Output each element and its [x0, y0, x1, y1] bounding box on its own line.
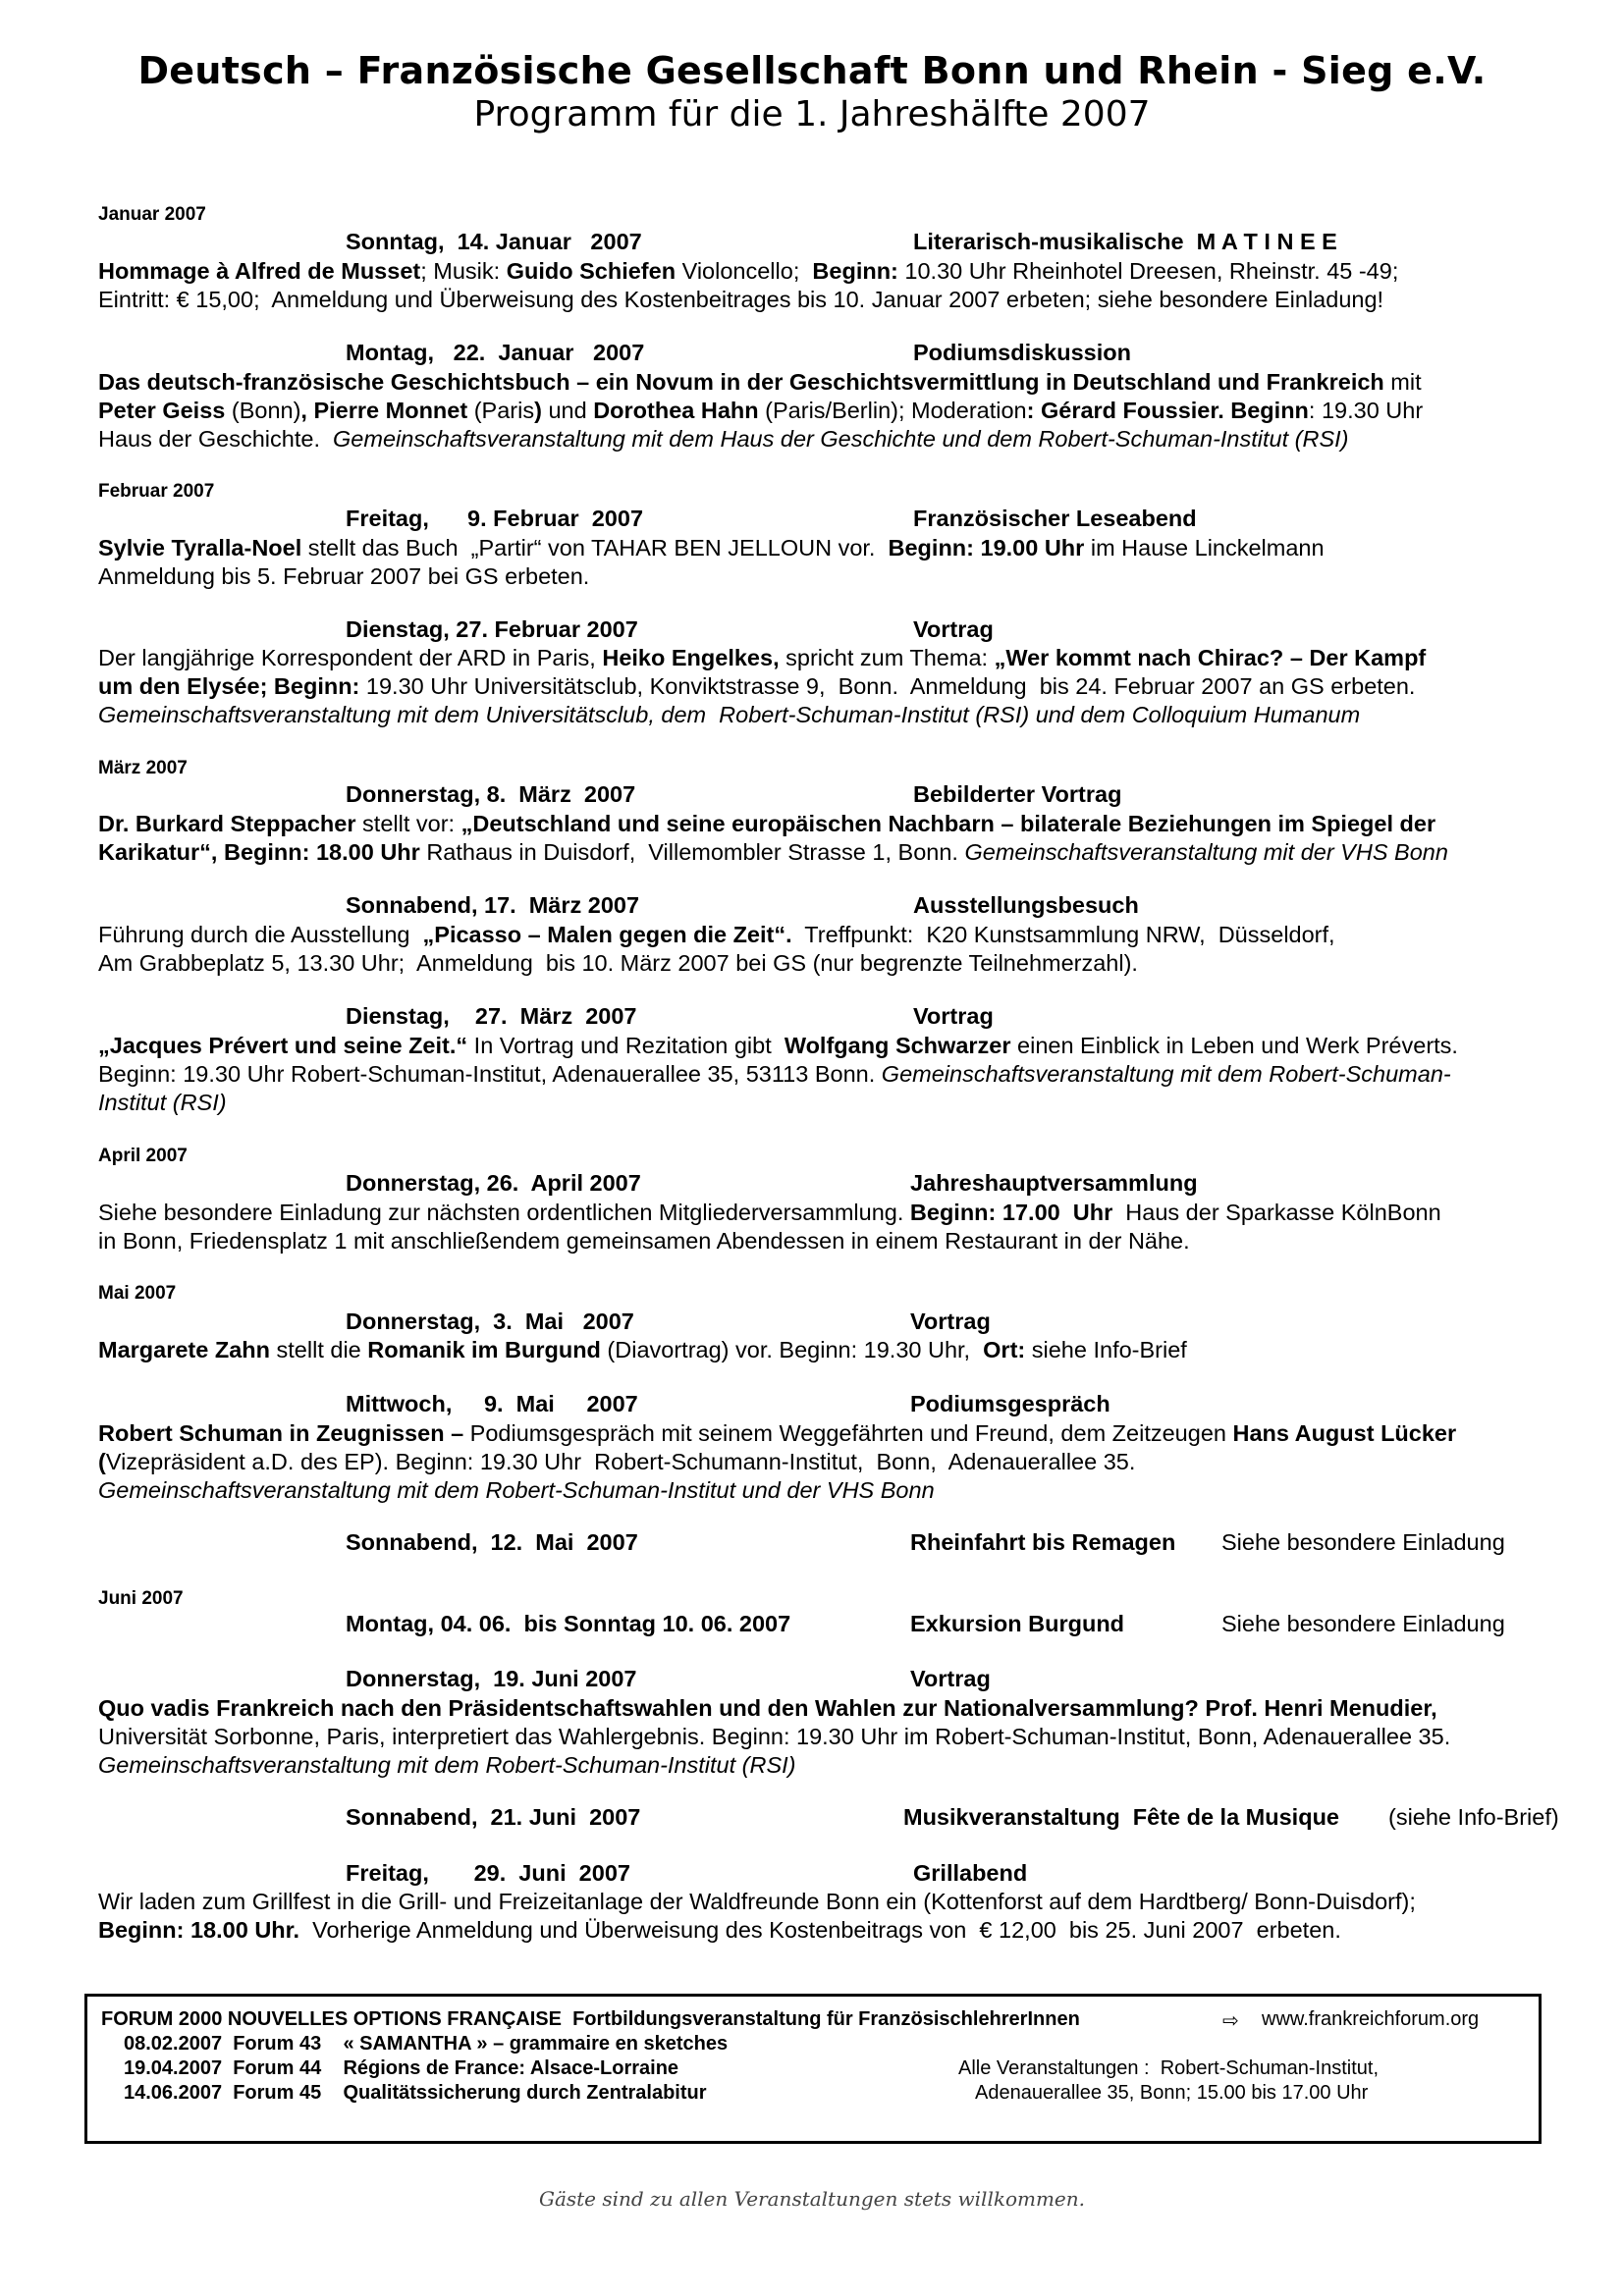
description-line: [98, 534, 1325, 562]
text-segment: Sylvie Tyralla-Noel: [98, 535, 302, 561]
text-segment: „Wer kommt nach Chirac? – Der Kampf: [994, 645, 1427, 670]
text-segment: (Diavortrag) vor. Beginn: 19.30 Uhr,: [600, 1337, 984, 1362]
text-segment: Treffpunkt: K20 Kunstsammlung NRW, Düsseldorf,: [791, 922, 1335, 947]
event-date: Sonnabend, 17. März 2007: [346, 892, 640, 918]
forum-venue-address: Adenauerallee 35, Bonn; 15.00 bis 17.00 Uhr: [975, 2082, 1369, 2104]
text-segment: Institut (RSI): [98, 1090, 227, 1115]
event-type: Bebilderter Vortrag: [913, 781, 1122, 807]
text-segment: Ort:: [983, 1337, 1026, 1362]
event-date: Sonntag, 14. Januar 2007: [346, 229, 642, 254]
text-segment: Rathaus in Duisdorf, Villemombler Strasse 1, Bonn.: [419, 839, 965, 865]
text-segment: Am Grabbeplatz 5, 13.30 Uhr; Anmeldung bis 10. März 2007 bei GS (nur begrenzte Teilnehmerzahl).: [98, 950, 1138, 976]
description-line: [98, 562, 1325, 591]
text-segment: Vorherige Anmeldung und Überweisung des Kostenbeitrags von € 12,00 bis 25. Juni 2007 erbeten.: [299, 1917, 1341, 1943]
event-date: Sonnabend, 12. Mai 2007: [346, 1529, 638, 1555]
text-segment: Haus der Geschichte.: [98, 426, 334, 452]
text-segment: „Deutschland und seine europäischen Nachbarn – bilaterale Beziehungen im Spiegel der: [460, 811, 1436, 836]
event-date: Donnerstag, 3. Mai 2007: [346, 1308, 634, 1334]
event-description: [98, 810, 1448, 867]
footer-note: Gäste sind zu allen Veranstaltungen stets willkommen.: [538, 2187, 1086, 2211]
event-type: Ausstellungsbesuch: [913, 892, 1139, 918]
description-line: [98, 1751, 1450, 1780]
text-segment: 10.30 Uhr Rheinhotel Dreesen, Rheinstr. 45 -49;: [897, 258, 1399, 284]
text-segment: 19.30 Uhr Universitätsclub, Konviktstrasse 9, Bonn. Anmeldung bis 24. Februar 2007 an GS erbeten.: [359, 673, 1416, 699]
text-segment: Gemeinschaftsveranstaltung mit dem Haus der Geschichte und dem Robert-Schuman-Institut (RSI): [333, 426, 1349, 452]
description-line: [98, 1419, 1456, 1448]
text-segment: : 19.30 Uhr: [1308, 398, 1424, 423]
event-description: [98, 368, 1423, 454]
text-segment: Beginn: 18.00 Uhr.: [98, 1917, 300, 1943]
event-description: [98, 921, 1335, 978]
text-segment: Vizepräsident a.D. des EP). Beginn: 19.30 Uhr Robert-Schumann-Institut, Bonn, Adenauerallee 35.: [105, 1449, 1136, 1474]
text-segment: Gemeinschaftsveranstaltung mit dem Robert-Schuman-: [881, 1061, 1451, 1087]
text-segment: Das deutsch-französische Geschichtsbuch – ein Novum in der Geschichtsvermittlung in Deutschland und Frankreich: [98, 369, 1384, 395]
description-line: [98, 368, 1423, 397]
event-note: (siehe Info-Brief): [1388, 1804, 1559, 1830]
text-segment: Beginn: 19.00 Uhr: [888, 535, 1085, 561]
text-segment: Beginn: 17.00 Uhr: [909, 1200, 1113, 1225]
event-date: Montag, 04. 06. bis Sonntag 10. 06. 2007: [346, 1611, 791, 1636]
event-type: Podiumsdiskussion: [913, 340, 1131, 365]
text-segment: Robert Schuman in Zeugnissen –: [98, 1420, 464, 1446]
event-type: Vortrag: [913, 616, 994, 642]
text-segment: (Paris/Berlin); Moderation: [758, 398, 1027, 423]
text-segment: mit: [1383, 369, 1422, 395]
description-line: [98, 1336, 1187, 1364]
text-segment: Quo vadis Frankreich nach den Präsidentschaftswahlen und den Wahlen zur Nationalversammlung? Prof. Henri Menudier,: [98, 1695, 1437, 1721]
arrow-right-icon: ⇨: [1222, 2010, 1239, 2032]
text-segment: Der langjährige Korrespondent der ARD in Paris,: [98, 645, 603, 670]
event-description: [98, 644, 1426, 729]
text-segment: Hans August Lücker: [1232, 1420, 1457, 1446]
description-line: [98, 701, 1426, 729]
text-segment: siehe Info-Brief: [1025, 1337, 1187, 1362]
event-date: Donnerstag, 19. Juni 2007: [346, 1666, 637, 1691]
text-segment: Karikatur“, Beginn: 18.00 Uhr: [98, 839, 420, 865]
forum-link[interactable]: www.frankreichforum.org: [1262, 2008, 1480, 2030]
text-segment: stellt das Buch „Partir“ von TAHAR BEN JELLOUN vor.: [301, 535, 889, 561]
description-line: [98, 644, 1426, 672]
month-heading-april: April 2007: [98, 1146, 188, 1166]
text-segment: Heiko Engelkes,: [602, 645, 780, 670]
month-heading-februar: Februar 2007: [98, 481, 215, 502]
description-line: [98, 838, 1448, 867]
text-segment: um den Elysée; Beginn:: [98, 673, 360, 699]
event-type: Podiumsgespräch: [910, 1391, 1110, 1416]
event-type: Französischer Leseabend: [913, 506, 1197, 531]
event-date: Freitag, 29. Juni 2007: [346, 1860, 630, 1886]
description-line: [98, 1089, 1458, 1117]
text-segment: Beginn: 19.30 Uhr Robert-Schuman-Institut, Adenauerallee 35, 53113 Bonn.: [98, 1061, 882, 1087]
text-segment: (Bonn): [225, 398, 301, 423]
text-segment: (: [98, 1449, 106, 1474]
event-note: Siehe besondere Einladung: [1221, 1611, 1505, 1636]
event-description: [98, 1694, 1450, 1780]
event-date: Donnerstag, 26. April 2007: [346, 1170, 641, 1196]
event-date: Donnerstag, 8. März 2007: [346, 781, 636, 807]
text-segment: Gemeinschaftsveranstaltung mit der VHS Bonn: [964, 839, 1448, 865]
description-line: [98, 1694, 1450, 1723]
event-note: Siehe besondere Einladung: [1221, 1529, 1505, 1555]
event-type: Literarisch-musikalische M A T I N E E: [913, 229, 1337, 254]
text-segment: Dr. Burkard Steppacher: [98, 811, 356, 836]
forum-box: [84, 1994, 1542, 2144]
text-segment: Peter Geiss: [98, 398, 226, 423]
event-description: [98, 1888, 1416, 1945]
text-segment: Dorothea Hahn: [593, 398, 759, 423]
event-date: Sonnabend, 21. Juni 2007: [346, 1804, 641, 1830]
event-type: Musikveranstaltung Fête de la Musique: [903, 1804, 1339, 1830]
description-line: [98, 1032, 1458, 1060]
text-segment: Hommage à Alfred de Musset: [98, 258, 421, 284]
text-segment: Podiumsgespräch mit seinem Weggefährten und Freund, dem Zeitzeugen: [463, 1420, 1233, 1446]
description-line: [98, 1723, 1450, 1751]
event-type: Exkursion Burgund: [910, 1611, 1125, 1636]
text-segment: : Gérard Foussier. Beginn: [1026, 398, 1309, 423]
text-segment: ; Musik:: [420, 258, 507, 284]
description-line: [98, 397, 1423, 425]
event-type: Vortrag: [913, 1003, 994, 1029]
text-segment: ): [534, 398, 542, 423]
description-line: [98, 257, 1398, 286]
event-description: [98, 1032, 1458, 1117]
document-title: Deutsch – Französische Gesellschaft Bonn und Rhein - Sieg e.V.: [137, 49, 1487, 92]
description-line: [98, 949, 1335, 978]
text-segment: Violoncello;: [676, 258, 813, 284]
description-line: [98, 1916, 1416, 1945]
event-type: Vortrag: [910, 1666, 991, 1691]
text-segment: Gemeinschaftsveranstaltung mit dem Robert-Schuman-Institut (RSI): [98, 1752, 796, 1778]
text-segment: stellt vor:: [355, 811, 461, 836]
event-description: [98, 1336, 1187, 1364]
event-date: Montag, 22. Januar 2007: [346, 340, 645, 365]
forum-item: 08.02.2007 Forum 43 « SAMANTHA » – grammaire en sketches: [124, 2033, 729, 2055]
text-segment: Beginn:: [812, 258, 898, 284]
description-line: [98, 921, 1335, 949]
text-segment: Haus der Sparkasse KölnBonn: [1112, 1200, 1441, 1225]
event-type: Rheinfahrt bis Remagen: [910, 1529, 1176, 1555]
description-line: [98, 1227, 1441, 1255]
description-line: [98, 810, 1448, 838]
text-segment: Guido Schiefen: [506, 258, 677, 284]
event-date: Freitag, 9. Februar 2007: [346, 506, 644, 531]
text-segment: einen Einblick in Leben und Werk Préverts.: [1010, 1033, 1458, 1058]
forum-item: 19.04.2007 Forum 44 Régions de France: Alsace-Lorraine: [124, 2057, 679, 2079]
event-type: Vortrag: [910, 1308, 991, 1334]
month-heading-mai: Mai 2007: [98, 1283, 177, 1304]
text-segment: Anmeldung bis 5. Februar 2007 bei GS erbeten.: [98, 563, 590, 589]
description-line: [98, 425, 1423, 454]
text-segment: (Paris: [467, 398, 535, 423]
forum-venue: Alle Veranstaltungen : Robert-Schuman-Institut,: [958, 2057, 1380, 2079]
month-heading-juni: Juni 2007: [98, 1588, 184, 1609]
event-description: [98, 1419, 1456, 1505]
month-heading-januar: Januar 2007: [98, 204, 206, 225]
text-segment: Wir laden zum Grillfest in die Grill- und Freizeitanlage der Waldfreunde Bonn ein (Kottenforst auf dem Hardtberg/ Bonn-Duisdorf);: [98, 1889, 1416, 1914]
forum-heading: FORUM 2000 NOUVELLES OPTIONS FRANÇAISE Fortbildungsveranstaltung für FranzösischlehrerInnen: [101, 2008, 1080, 2030]
text-segment: spricht zum Thema:: [779, 645, 995, 670]
text-segment: und: [541, 398, 594, 423]
event-date: Dienstag, 27. März 2007: [346, 1003, 637, 1029]
text-segment: in Bonn, Friedensplatz 1 mit anschließendem gemeinsamen Abendessen in einem Restaurant in der Nähe.: [98, 1228, 1190, 1254]
event-type: Grillabend: [913, 1860, 1028, 1886]
text-segment: In Vortrag und Rezitation gibt: [467, 1033, 785, 1058]
text-segment: Gemeinschaftsveranstaltung mit dem Robert-Schuman-Institut und der VHS Bonn: [98, 1477, 935, 1503]
event-type: Jahreshauptversammlung: [910, 1170, 1198, 1196]
text-segment: , Pierre Monnet: [300, 398, 468, 423]
event-description: [98, 1199, 1441, 1255]
month-heading-maerz: März 2007: [98, 758, 188, 778]
event-date: Dienstag, 27. Februar 2007: [346, 616, 638, 642]
description-line: [98, 1448, 1456, 1476]
text-segment: Wolfgang Schwarzer: [784, 1033, 1011, 1058]
document-subtitle: Programm für die 1. Jahreshälfte 2007: [473, 94, 1151, 134]
text-segment: Universität Sorbonne, Paris, interpretiert das Wahlergebnis. Beginn: 19.30 Uhr im Robert-Schuman-Institut, Bonn, Adenauerallee 35.: [98, 1724, 1451, 1749]
event-description: [98, 534, 1325, 591]
text-segment: „Picasso – Malen gegen die Zeit“.: [422, 922, 792, 947]
text-segment: Eintritt: € 15,00; Anmeldung und Überweisung des Kostenbeitrages bis 10. Januar 2007 erbeten; siehe besondere Einladung!: [98, 287, 1384, 312]
description-line: [98, 1199, 1441, 1227]
description-line: [98, 672, 1426, 701]
description-line: [98, 1888, 1416, 1916]
text-segment: Gemeinschaftsveranstaltung mit dem Universitätsclub, dem Robert-Schuman-Institut (RSI) und dem Colloquium Humanum: [98, 702, 1361, 727]
event-description: [98, 257, 1398, 314]
description-line: [98, 1060, 1458, 1089]
description-line: [98, 1476, 1456, 1505]
text-segment: im Hause Linckelmann: [1084, 535, 1325, 561]
event-date: Mittwoch, 9. Mai 2007: [346, 1391, 638, 1416]
text-segment: Führung durch die Ausstellung: [98, 922, 423, 947]
text-segment: Margarete Zahn: [98, 1337, 270, 1362]
text-segment: Siehe besondere Einladung zur nächsten ordentlichen Mitgliederversammlung.: [98, 1200, 910, 1225]
text-segment: „Jacques Prévert und seine Zeit.“: [98, 1033, 468, 1058]
forum-item: 14.06.2007 Forum 45 Qualitätssicherung durch Zentralabitur: [124, 2082, 707, 2104]
text-segment: stellt die: [270, 1337, 368, 1362]
text-segment: Romanik im Burgund: [367, 1337, 601, 1362]
description-line: [98, 286, 1398, 314]
